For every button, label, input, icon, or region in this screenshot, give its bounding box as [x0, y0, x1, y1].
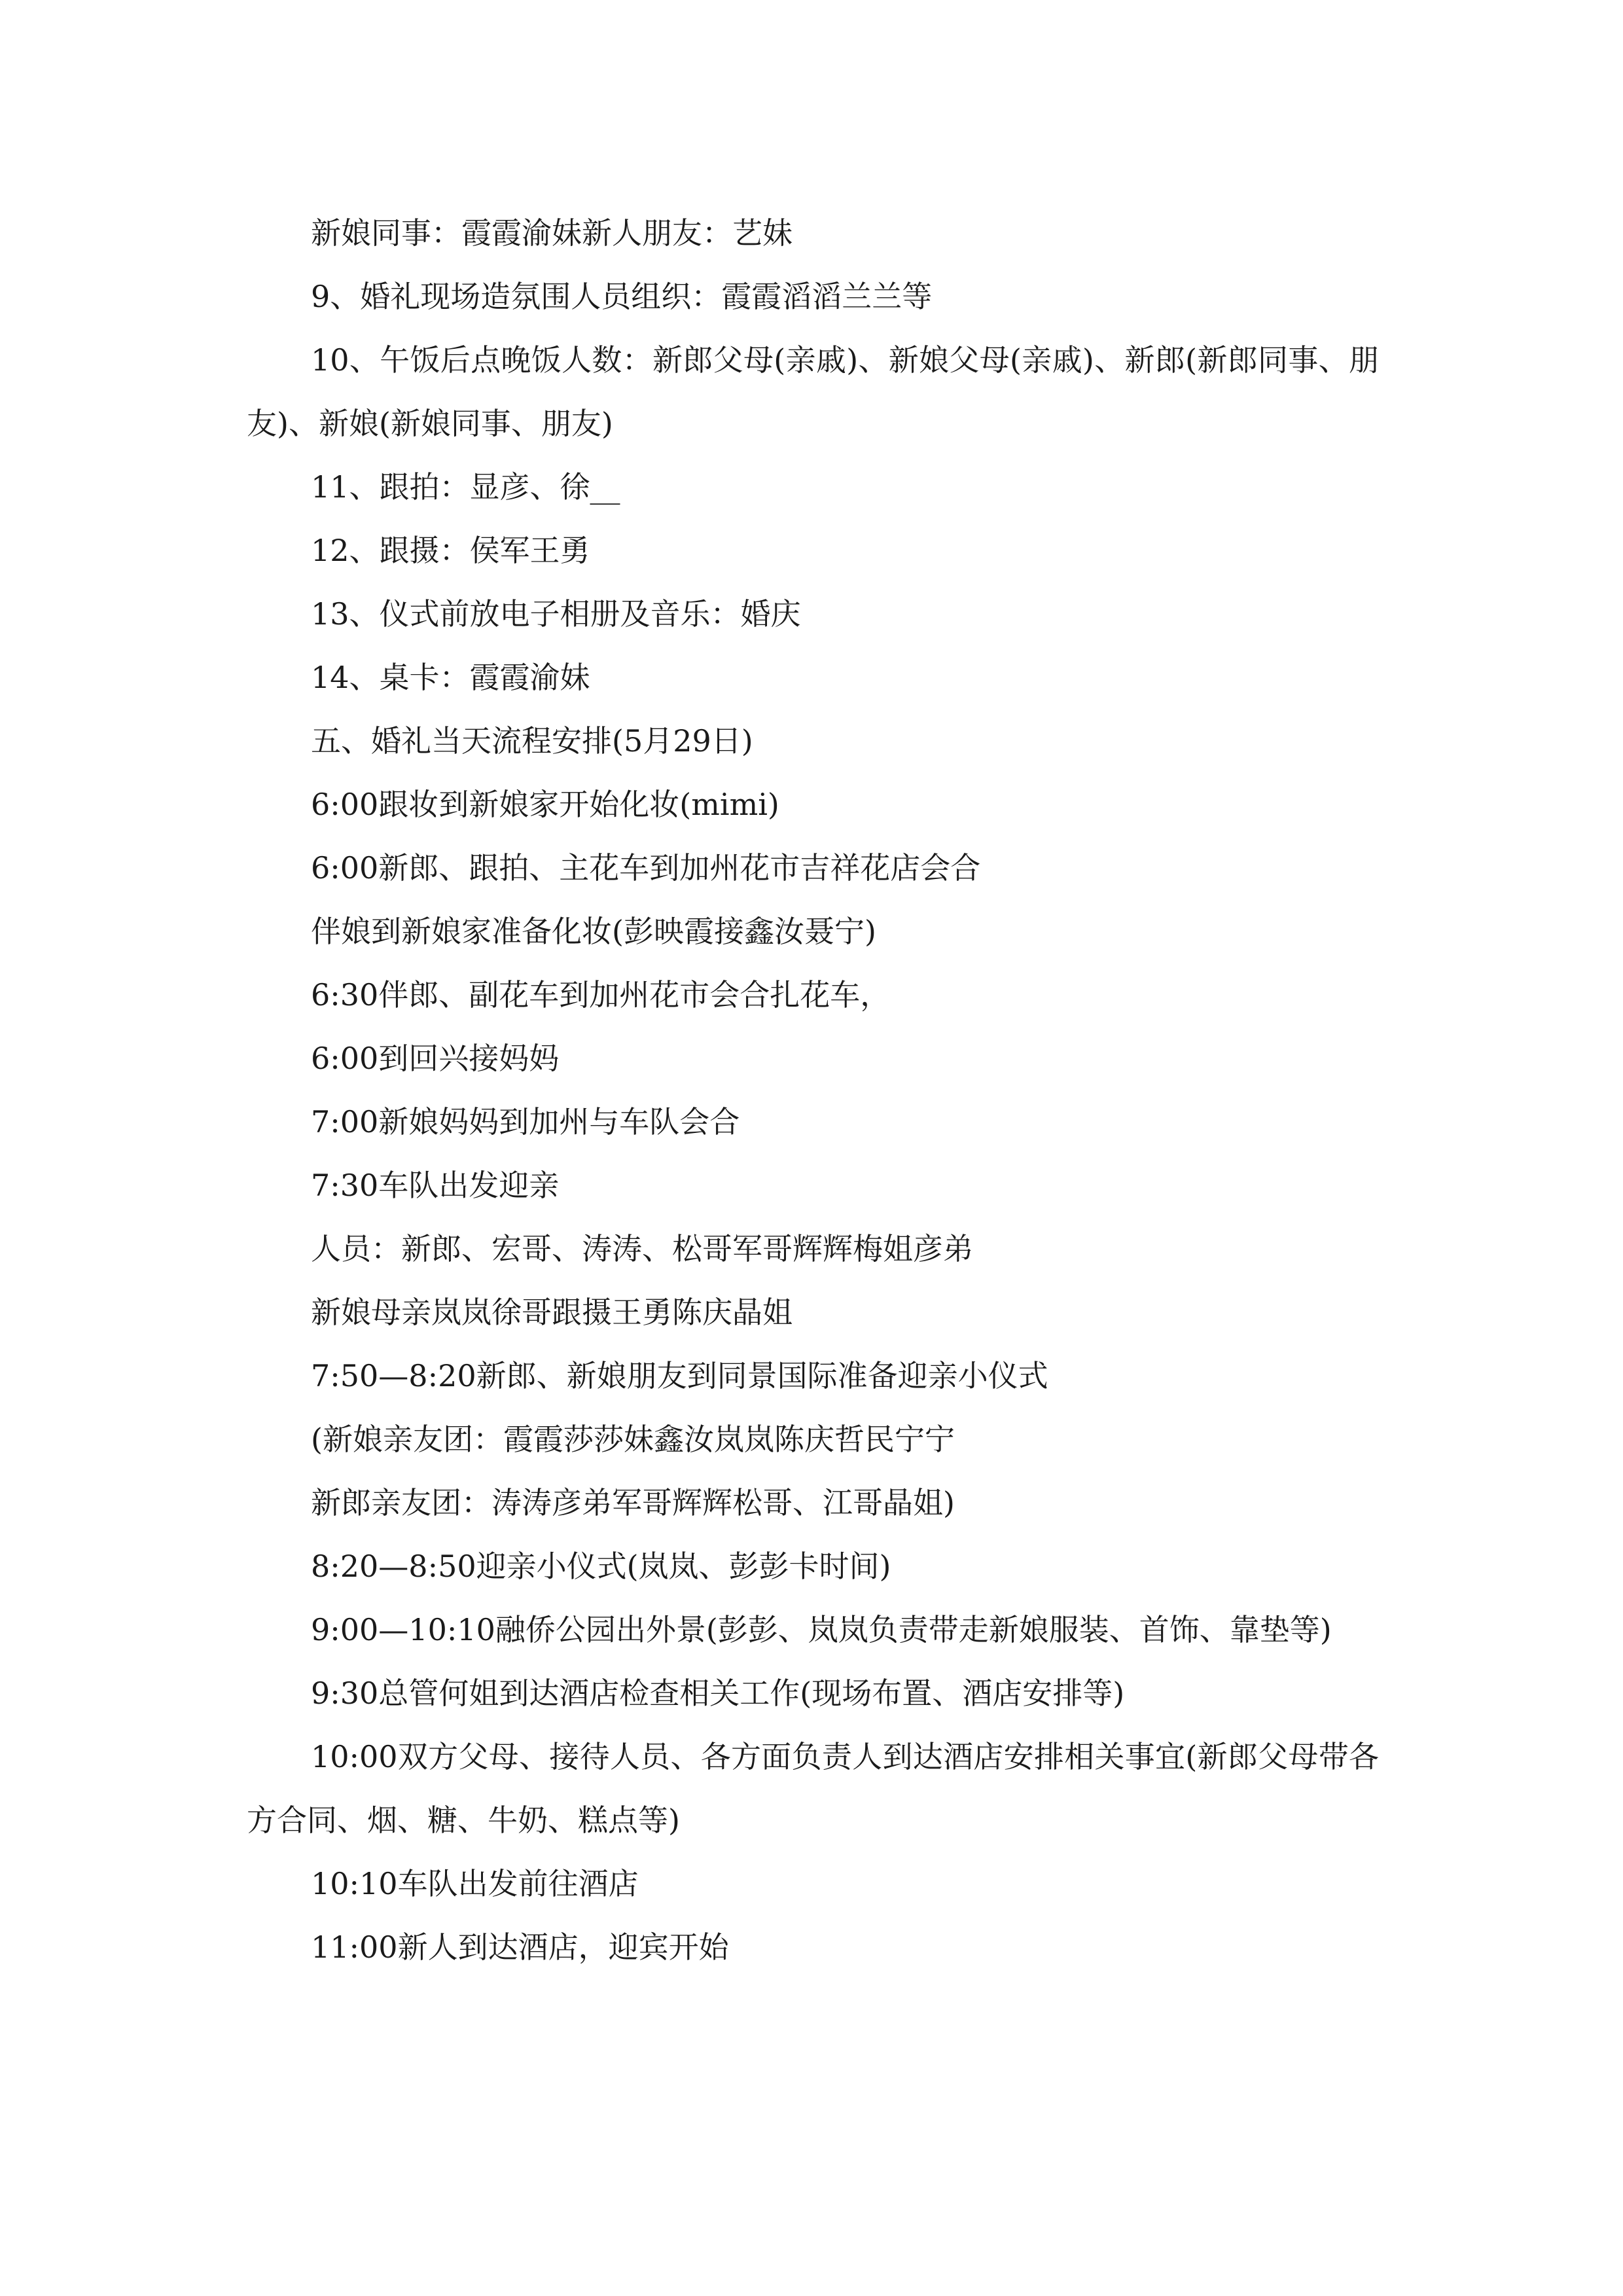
section-heading: 五、婚礼当天流程安排(5月29日) — [311, 723, 753, 759]
schedule-item: 6:00新郎、跟拍、主花车到加州花市吉祥花店会合 — [311, 850, 981, 886]
paragraph: 12、跟摄：侯军王勇 — [311, 533, 590, 568]
schedule-item: 伴娘到新娘家准备化妆(彭映霞接鑫汝聂宁) — [311, 914, 876, 949]
paragraph: 11、跟拍：显彦、徐__ — [311, 469, 620, 505]
schedule-item: 10:10车队出发前往酒店 — [311, 1866, 639, 1901]
paragraph: 14、桌卡：霞霞渝妹 — [311, 660, 590, 695]
schedule-item: 6:30伴郎、副花车到加州花市会合扎花车， — [311, 977, 891, 1013]
paragraph: 13、仪式前放电子相册及音乐：婚庆 — [311, 596, 801, 632]
schedule-item: 7:00新娘妈妈到加州与车队会合 — [311, 1104, 740, 1139]
paragraph: 9、婚礼现场造氛围人员组织：霞霞滔滔兰兰等 — [311, 279, 933, 314]
paragraph: 新娘同事：霞霞渝妹新人朋友：艺妹 — [311, 215, 793, 251]
schedule-item: 6:00到回兴接妈妈 — [311, 1041, 560, 1076]
schedule-item: 11:00新人到达酒店，迎宾开始 — [311, 1929, 729, 1965]
paragraph: 10、午饭后点晚饭人数：新郎父母(亲戚)、新娘父母(亲戚)、新郎(新郎同事、朋友)、新娘(新娘同事、朋友) — [247, 342, 1379, 441]
schedule-item: 10:00双方父母、接待人员、各方面负责人到达酒店安排相关事宜(新郎父母带各方合同、烟、糖、牛奶、糕点等) — [247, 1739, 1379, 1838]
schedule-item: 人员：新郎、宏哥、涛涛、松哥军哥辉辉梅姐彦弟 — [311, 1231, 973, 1266]
schedule-item: 7:30车队出发迎亲 — [311, 1168, 560, 1203]
document-body — [247, 202, 1379, 1979]
schedule-item: 9:30总管何姐到达酒店检查相关工作(现场布置、酒店安排等) — [311, 1676, 1125, 1711]
schedule-item: 9:00—10:10融侨公园出外景(彭彭、岚岚负责带走新娘服装、首饰、靠垫等) — [311, 1612, 1332, 1647]
schedule-item: 8:20—8:50迎亲小仪式(岚岚、彭彭卡时间) — [311, 1549, 891, 1584]
schedule-item: 6:00跟妆到新娘家开始化妆(mimi) — [311, 787, 779, 822]
schedule-item: (新娘亲友团：霞霞莎莎妹鑫汝岚岚陈庆哲民宁宁 — [311, 1422, 955, 1457]
schedule-item: 新娘母亲岚岚徐哥跟摄王勇陈庆晶姐 — [311, 1295, 793, 1330]
schedule-item: 7:50—8:20新郎、新娘朋友到同景国际准备迎亲小仪式 — [311, 1358, 1048, 1393]
schedule-item: 新郎亲友团：涛涛彦弟军哥辉辉松哥、江哥晶姐) — [311, 1485, 955, 1520]
